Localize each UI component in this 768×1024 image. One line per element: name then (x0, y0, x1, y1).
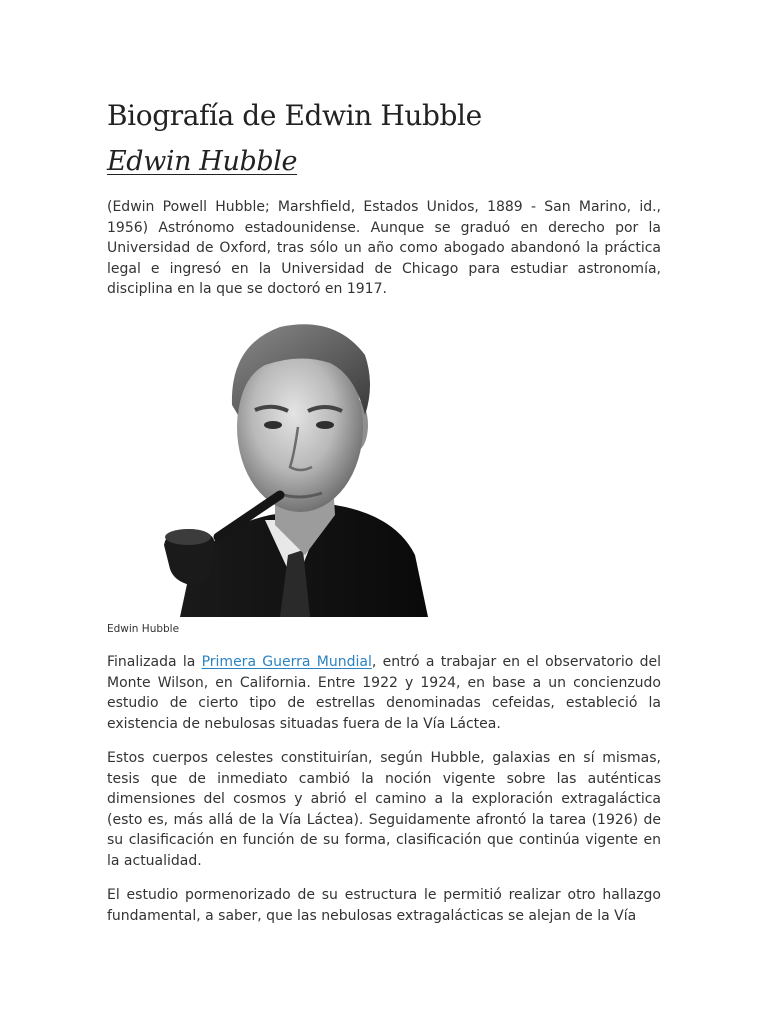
paragraph-galaxies: Estos cuerpos celestes constituirían, según Hubble, galaxias en sí mismas, tesis que de inmediato cambió la noción vigente sobre las auténticas dimensiones del cosmos y abrió el camino a la exploración extragaláctica (esto es, más allá de la Vía Láctea). Seguidamente afrontó la tarea (1926) de su clasificación en función de su forma, clasificación que continúa vigente en la actualidad. (107, 750, 661, 869)
primera-guerra-mundial-link[interactable]: Primera Guerra Mundial (201, 654, 372, 670)
intro-paragraph: (Edwin Powell Hubble; Marshfield, Estados Unidos, 1889 - San Marino, id., 1956) Astrónomo estadounidense. Aunque se graduó en derecho por la Universidad de Oxford, tras sólo un año como abogado abandonó la práctica legal e ingresó en la Universidad de Chicago para estudiar astronomía, disciplina en la que se doctoró en 1917. (107, 199, 661, 297)
paragraph-discovery: El estudio pormenorizado de su estructura le permitió realizar otro hallazgo fundamental, a saber, que las nebulosas extragalácticas se alejan de la Vía (107, 887, 661, 924)
page-title: Biografía de Edwin Hubble (107, 99, 482, 132)
edwin-hubble-portrait (160, 315, 428, 617)
page-subtitle: Edwin Hubble (107, 146, 298, 177)
photo-caption: Edwin Hubble (107, 623, 180, 635)
paragraph-text: Finalizada la (107, 654, 202, 670)
paragraph-text: , entró a trabajar en el observatorio del Monte Wilson, en California. Entre 1922 y 1924, en base a un concienzudo estudio de cierto tipo de estrellas denominadas cefeidas, estableció la existencia de nebulosas situadas fuera de la Vía Láctea. (107, 654, 661, 732)
paragraph-world-war (107, 652, 661, 734)
